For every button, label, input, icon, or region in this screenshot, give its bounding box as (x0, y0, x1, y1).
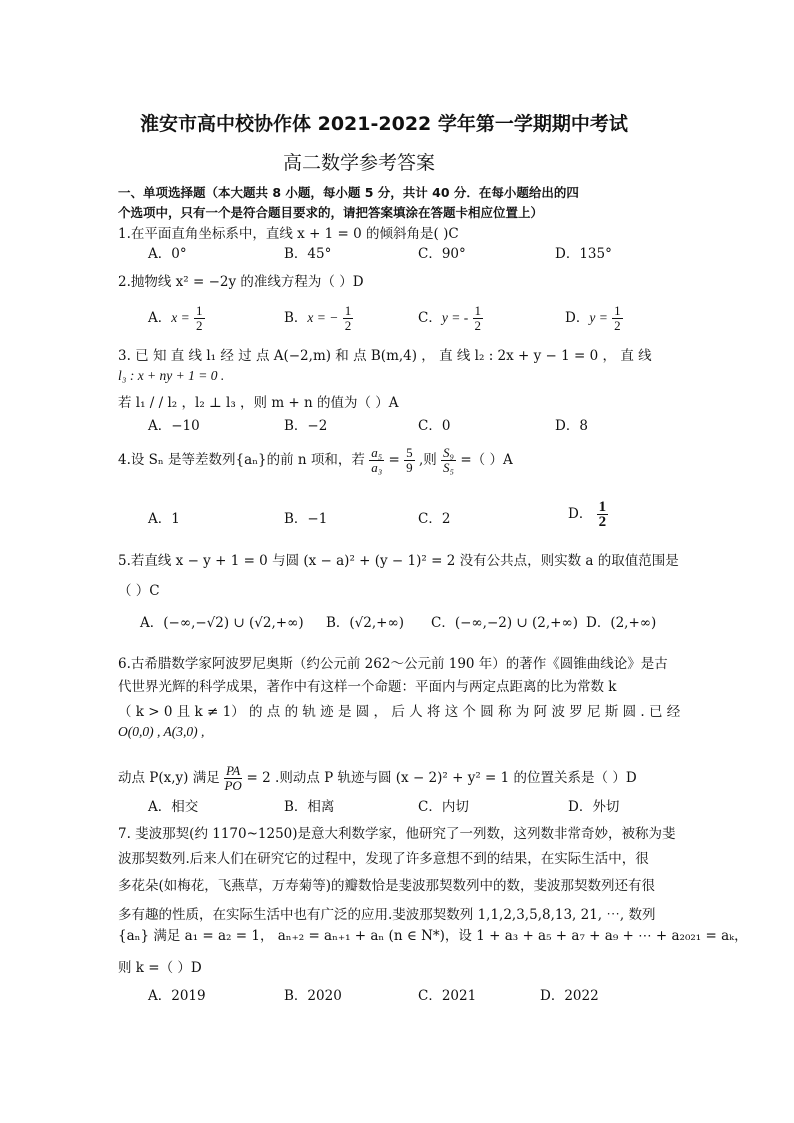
question-6-option-a: A．相交 (148, 799, 199, 815)
page-subtitle: 高二数学参考答案 (283, 152, 436, 174)
question-5-option-b: B．(√2,+∞) (326, 615, 404, 631)
question-5-option-c: C．(−∞,−2) ∪ (2,+∞) (431, 615, 578, 631)
section-heading-line1: 一、单项选择题（本大题共 8 小题，每小题 5 分，共计 40 分．在每小题给出的四 (118, 185, 579, 200)
question-7-option-d: D．2022 (540, 988, 599, 1004)
question-6-line4: O(0,0) , A(3,0) , (118, 724, 205, 739)
question-1-stem: 1.在平面直角坐标系中，直线 x + 1 = 0 的倾斜角是( )C (118, 226, 459, 242)
question-2-option-d: D．y = $\frac{1}{2}$ (565, 303, 621, 333)
question-3-option-c: C．0 (418, 418, 451, 434)
question-3-line3: 若 l₁ / / l₂ ，l₂ ⊥ l₃ ，则 m + n 的值为（ ）A (118, 395, 399, 411)
question-7-line5: {aₙ} 满足 a₁ = a₂ = 1， aₙ₊₂ = aₙ₊₁ + aₙ (n ∈ N*)，设 1 + a₃ + a₅ + a₇ + a₉ + ⋯ + a₂₀₂₁ = aₖ， (118, 928, 748, 944)
question-7-line2: 波那契数列.后来人们在研究它的过程中，发现了许多意想不到的结果，在实际生活中，很 (118, 851, 649, 867)
question-3-line2: l₃ : x + ny + 1 = 0 . (118, 368, 225, 383)
question-5-option-a: A．(−∞,−√2) ∪ (√2,+∞) (140, 615, 304, 631)
question-4-option-b: B．−1 (284, 511, 328, 527)
question-3-line1: 3. 已 知 直 线 l₁ 经 过 点 A(−2,m) 和 点 B(m,4) ， 直 线 l₂ : 2x + y − 1 = 0 ， 直 线 (118, 348, 652, 364)
page-title: 淮安市高中校协作体 2021-2022 学年第一学期期中考试 (140, 113, 628, 135)
question-7-line1: 7. 斐波那契(约 1170~1250)是意大利数学家，他研究了一列数，这列数非常奇妙，被称为斐 (118, 826, 676, 842)
question-2-option-c: C．y = - $\frac{1}{2}$ (418, 303, 481, 333)
question-7-option-b: B．2020 (284, 988, 342, 1004)
question-4-option-d: D． $\frac{1}{2}$ (568, 499, 607, 530)
question-6-line3: （ k > 0 且 k ≠ 1） 的 点 的 轨 迹 是 圆 ， 后 人 将 这 个 圆 称 为 阿 波 罗 尼 斯 圆 . 已 经 (118, 704, 681, 720)
section-heading-line2: 个选项中，只有一个是符合题目要求的，请把答案填涂在答题卡相应位置上） (118, 205, 544, 220)
question-1-option-a: A．0° (148, 246, 187, 262)
question-4-option-c: C．2 (418, 511, 451, 527)
question-2-option-a: A．x = $\frac{1}{2}$ (148, 303, 203, 333)
question-6-option-b: B．相离 (284, 799, 335, 815)
question-5-option-d: D．(2,+∞) (586, 615, 657, 631)
question-2-option-b: B．x = − $\frac{1}{2}$ (284, 303, 352, 333)
question-6-option-c: C．内切 (418, 799, 469, 815)
question-3-option-a: A．−10 (148, 418, 200, 434)
question-7-option-c: C．2021 (418, 988, 477, 1004)
question-2-stem: 2.抛物线 x² = −2y 的准线方程为（ ）D (118, 274, 364, 290)
question-1-option-d: D．135° (555, 246, 612, 262)
question-6-line5: 动点 P(x,y) 满足 $\frac{PA}{PO}$ = 2 .则动点 P 轨迹与圆 (x − 2)² + y² = 1 的位置关系是（ ）D (118, 763, 637, 793)
question-7-line6: 则 k =（ ）D (118, 960, 202, 976)
question-7-line3: 多花朵(如梅花，飞燕草，万寿菊等)的瓣数恰是斐波那契数列中的数，斐波那契数列还有很 (118, 878, 656, 894)
question-7-line4: 多有趣的性质，在实际生活中也有广泛的应用.斐波那契数列 1,1,2,3,5,8,13, 21, ⋯, 数列 (118, 907, 656, 923)
question-3-option-d: D．8 (555, 418, 588, 434)
question-6-option-d: D．外切 (568, 799, 620, 815)
question-6-line1: 6.古希腊数学家阿波罗尼奥斯（约公元前 262～公元前 190 年）的著作《圆锥曲线论》是古 (118, 656, 668, 672)
question-4-option-a: A．1 (148, 511, 180, 527)
question-5-line2: （ ）C (118, 583, 160, 599)
question-5-line1: 5.若直线 x − y + 1 = 0 与圆 (x − a)² + (y − 1)² = 2 没有公共点，则实数 a 的取值范围是 (118, 553, 679, 569)
question-7-option-a: A．2019 (148, 988, 206, 1004)
question-3-option-b: B．−2 (284, 418, 328, 434)
question-4-stem: 4.设 Sₙ 是等差数列{aₙ}的前 n 项和，若 $\frac{\text{a₅}}{\text{a₃}}$ = $\frac{5}{9}$ ,则 $\frac{\text{S₉}}{\text{S₅}}$ =（ ）A (118, 445, 513, 475)
question-6-line2: 代世界光辉的科学成果，著作中有这样一个命题：平面内与两定点距离的比为常数 k (118, 679, 617, 695)
question-1-option-b: B．45° (284, 246, 332, 262)
question-1-option-c: C．90° (418, 246, 466, 262)
